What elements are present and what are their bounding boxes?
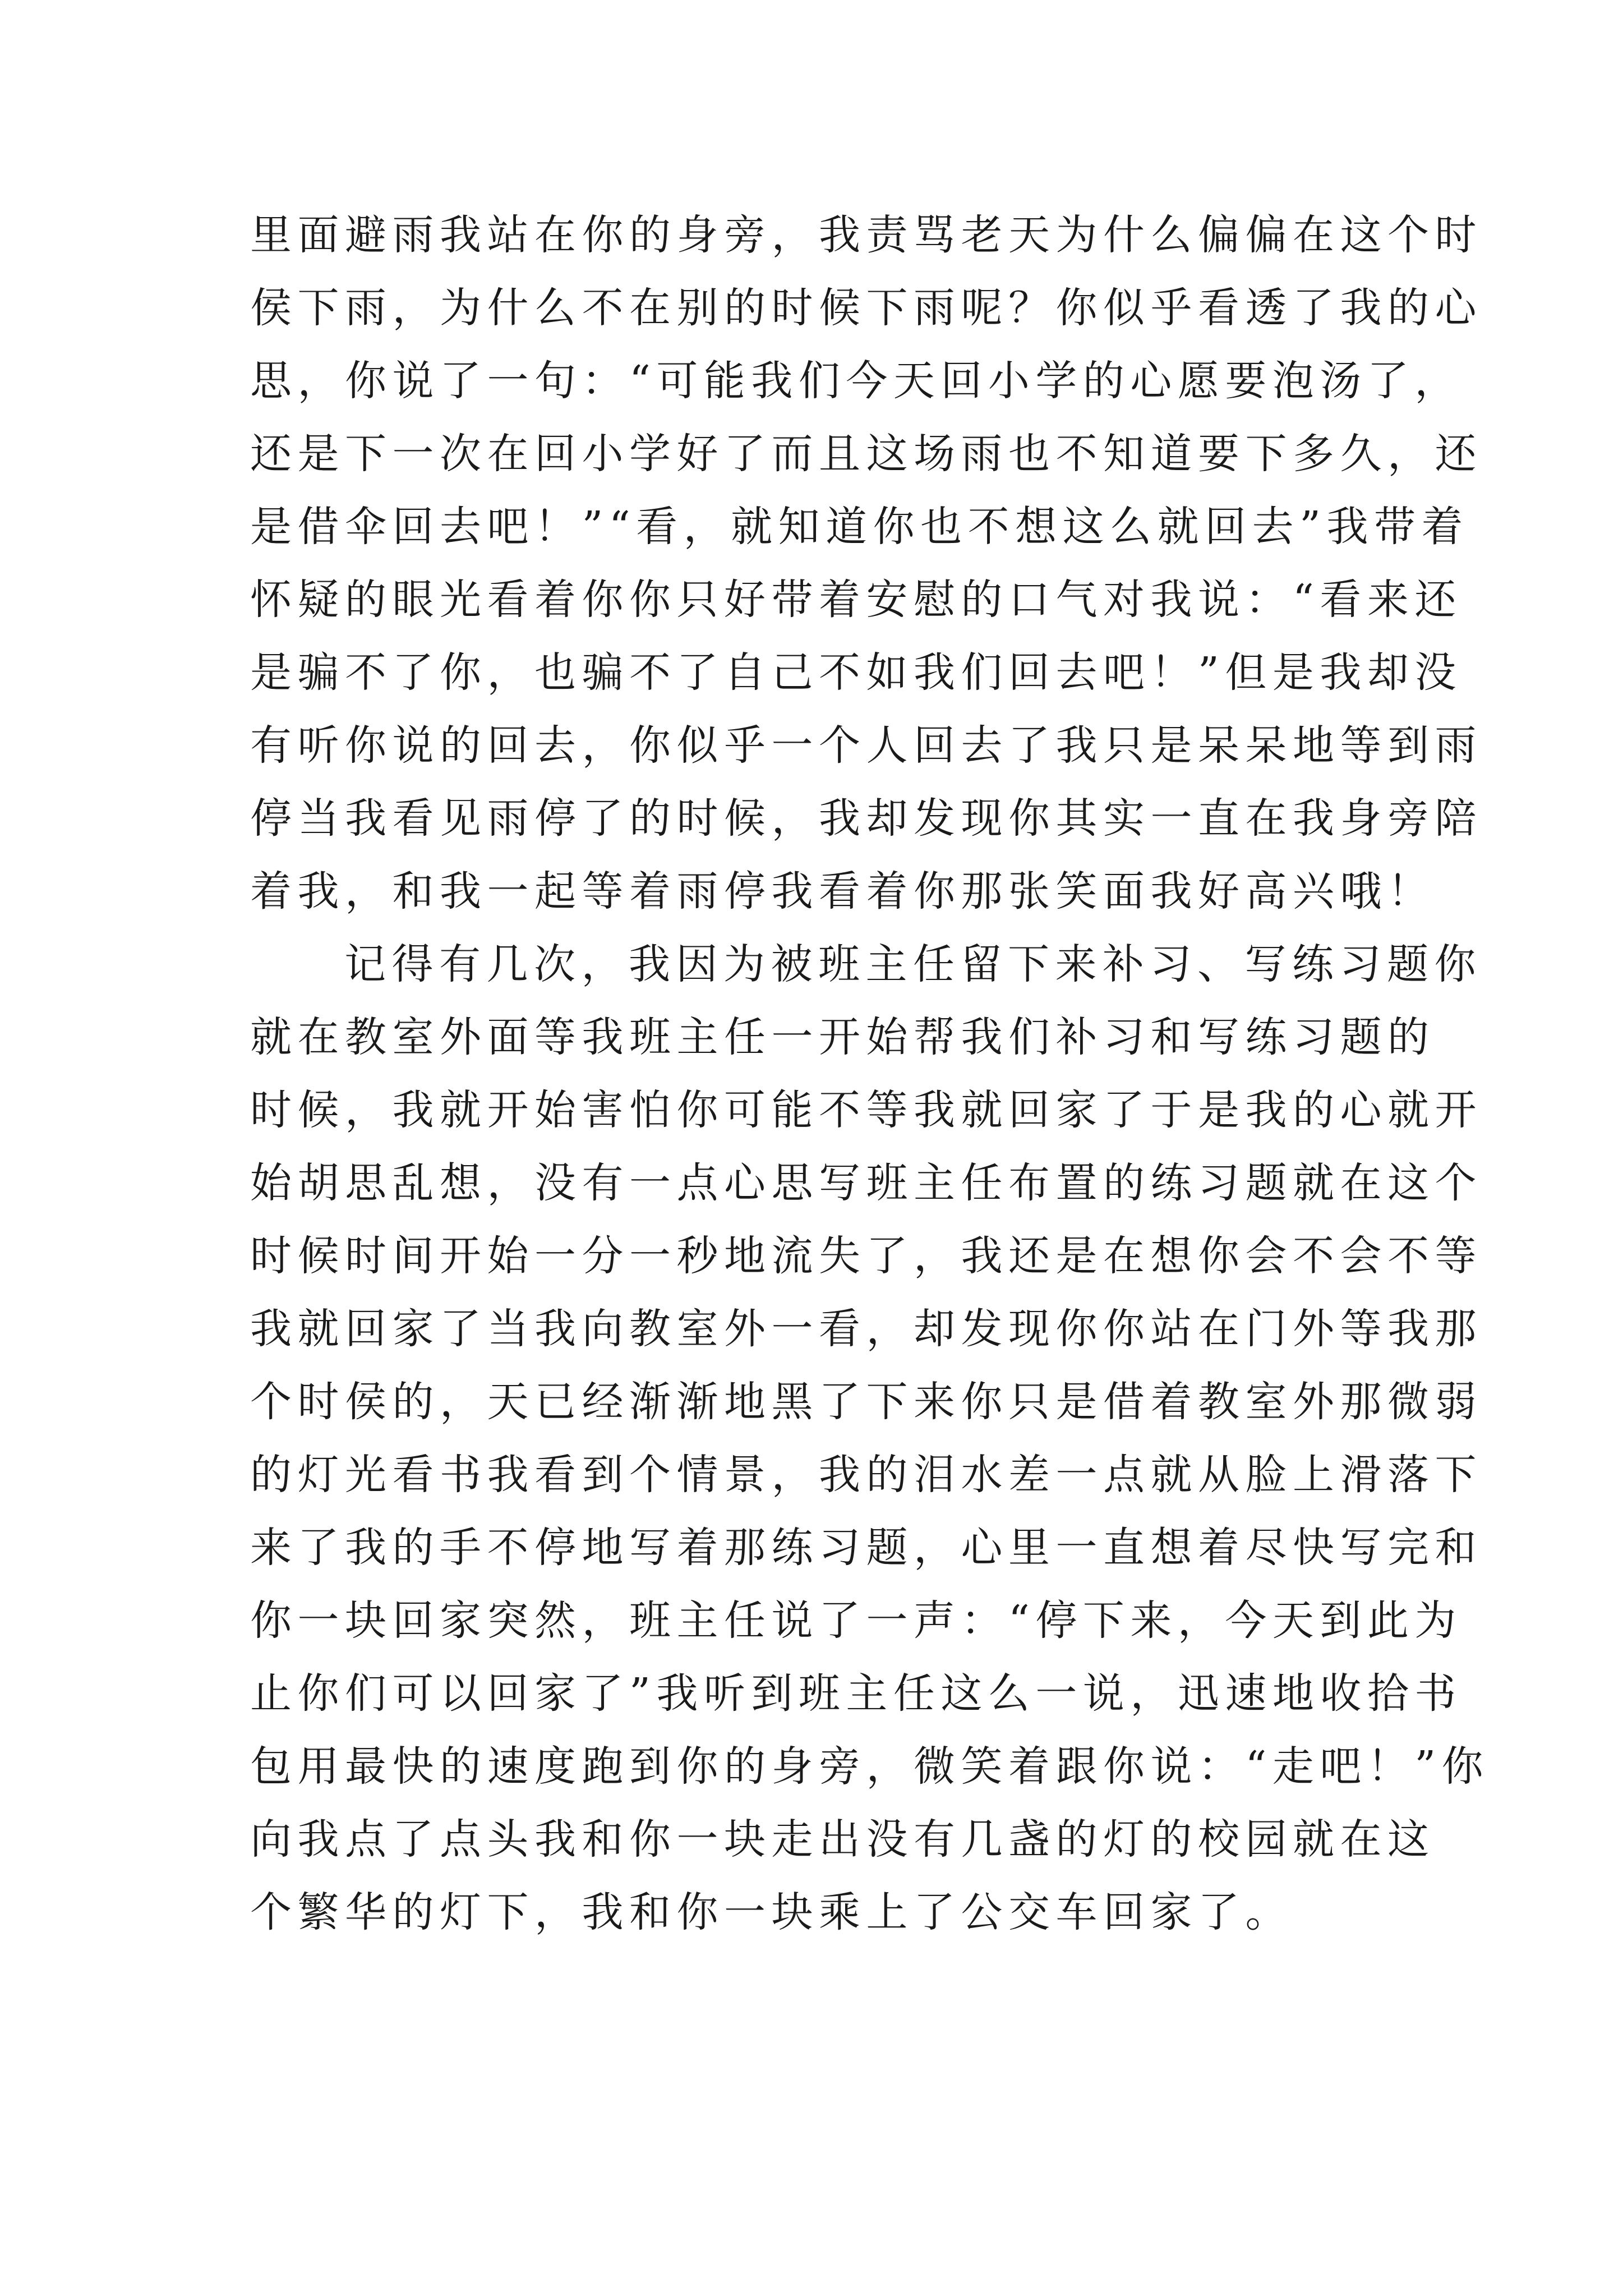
- paragraph-start-line: 记得有几次，我因为被班主任留下来补习、写练习题你: [344, 940, 1482, 988]
- text-line: 时候，我就开始害怕你可能不等我就回家了于是我的心就开: [250, 1086, 1482, 1134]
- body-text: [250, 199, 1490, 1949]
- text-line: 停当我看见雨停了的时候，我却发现你其实一直在我身旁陪: [250, 794, 1482, 843]
- text-line: 来了我的手不停地写着那练习题，心里一直想着尽快写完和: [250, 1524, 1482, 1572]
- text-line: 止你们可以回家了”我听到班主任这么一说，迅速地收拾书: [250, 1669, 1462, 1718]
- text-line: 有听你说的回去，你似乎一个人回去了我只是呆呆地等到雨: [250, 721, 1482, 770]
- text-line: 是骗不了你，也骗不了自己不如我们回去吧！”但是我却没: [250, 648, 1462, 697]
- text-line: 包用最快的速度跑到你的身旁，微笑着跟你说：“走吧！”你: [250, 1742, 1490, 1791]
- text-line: 个繁华的灯下，我和你一块乘上了公交车回家了。: [250, 1888, 1293, 1936]
- text-line: 还是下一次在回小学好了而且这场雨也不知道要下多久，还: [250, 430, 1482, 478]
- text-line: 的灯光看书我看到个情景，我的泪水差一点就从脸上滑落下: [250, 1451, 1482, 1499]
- text-line: 侯下雨，为什么不在别的时候下雨呢？你似乎看透了我的心: [250, 284, 1482, 332]
- text-line: 向我点了点头我和你一块走出没有几盏的灯的校园就在这: [250, 1815, 1435, 1864]
- text-line: 怀疑的眼光看着你你只好带着安慰的口气对我说：“看来还: [250, 576, 1462, 624]
- text-line: 我就回家了当我向教室外一看，却发现你你站在门外等我那: [250, 1305, 1482, 1353]
- text-line: 时候时间开始一分一秒地流失了，我还是在想你会不会不等: [250, 1232, 1482, 1280]
- text-line: 是借伞回去吧！”“看，就知道你也不想这么就回去”我带着: [250, 503, 1469, 551]
- text-line: 就在教室外面等我班主任一开始帮我们补习和写练习题的: [250, 1013, 1435, 1061]
- text-line: 始胡思乱想，没有一点心思写班主任布置的练习题就在这个: [250, 1159, 1482, 1207]
- text-line: 思，你说了一句：“可能我们今天回小学的心愿要泡汤了，: [250, 357, 1462, 405]
- text-line: 个时侯的，天已经渐渐地黑了下来你只是借着教室外那微弱: [250, 1378, 1482, 1426]
- text-line: 着我，和我一起等着雨停我看着你那张笑面我好高兴哦！: [250, 867, 1435, 915]
- text-line: 里面避雨我站在你的身旁，我责骂老天为什么偏偏在这个时: [250, 211, 1482, 259]
- text-line: 你一块回家突然，班主任说了一声：“停下来，今天到此为: [250, 1596, 1462, 1645]
